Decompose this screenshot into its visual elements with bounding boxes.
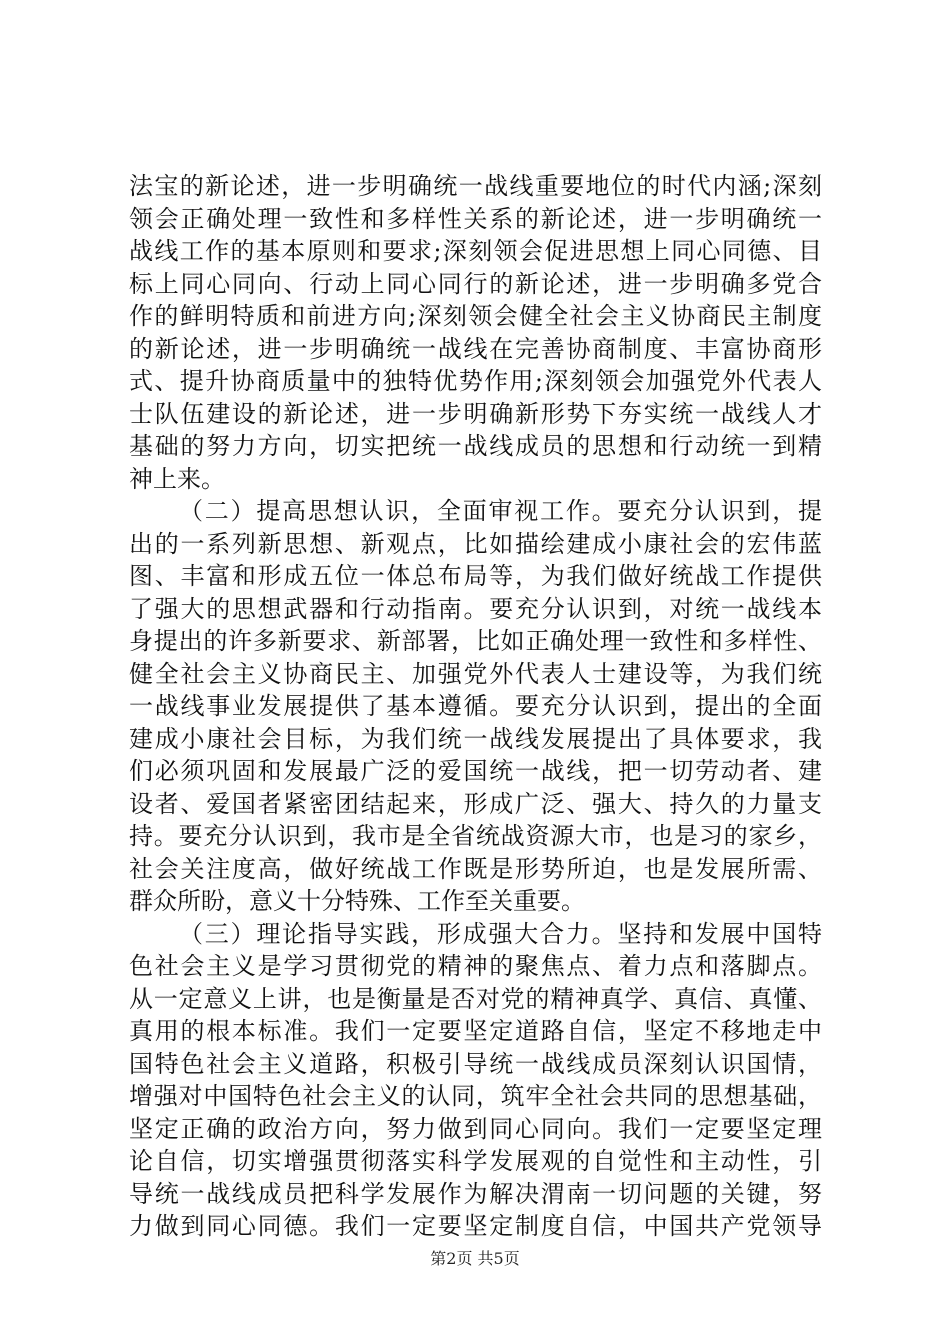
text-line: 领会正确处理一致性和多样性关系的新论述，进一步明确统一 (129, 204, 822, 233)
text-line: 真用的根本标准。我们一定要坚定道路自信，坚定不移地走中 (129, 1017, 822, 1045)
text-line: 法宝的新论述，进一步明确统一战线重要地位的时代内涵;深刻 (129, 172, 822, 200)
page-footer: 第2页 共5页 (430, 1249, 520, 1268)
text-line: 士队伍建设的新论述，进一步明确新形势下夯实统一战线人才 (129, 399, 822, 428)
text-line: 增强对中国特色社会主义的认同，筑牢全社会共同的思想基础， (129, 1082, 822, 1110)
text-line: 导统一战线成员把科学发展作为解决渭南一切问题的关键，努 (129, 1179, 822, 1208)
text-line: 们必须巩固和发展最广泛的爱国统一战线，把一切劳动者、建 (129, 757, 822, 785)
text-line: 作的鲜明特质和前进方向;深刻领会健全社会主义协商民主制度 (129, 302, 822, 330)
text-line: 神上来。 (129, 464, 225, 493)
text-line: 战线工作的基本原则和要求;深刻领会促进思想上同心同德、目 (129, 237, 822, 265)
text-line: 基础的努力方向，切实把统一战线成员的思想和行动统一到精 (129, 432, 822, 460)
text-line: 持。要充分认识到，我市是全省统战资源大市，也是习的家乡， (129, 822, 822, 850)
text-line: 设者、爱国者紧密团结起来，形成广泛、强大、持久的力量支 (129, 789, 822, 818)
text-line: 出的一系列新思想、新观点，比如描绘建成小康社会的宏伟蓝 (129, 529, 822, 558)
text-line: 身提出的许多新要求、新部署，比如正确处理一致性和多样性、 (129, 627, 822, 655)
text-line: （二）提高思想认识，全面审视工作。要充分认识到，提 (179, 497, 822, 525)
text-line: 色社会主义是学习贯彻党的精神的聚焦点、着力点和落脚点。 (129, 952, 822, 980)
text-line: 群众所盼，意义十分特殊、工作至关重要。 (129, 887, 585, 915)
text-line: 了强大的思想武器和行动指南。要充分认识到，对统一战线本 (129, 594, 822, 623)
document-body (129, 170, 829, 1243)
text-line: 标上同心同向、行动上同心同行的新论述，进一步明确多党合 (129, 269, 822, 298)
text-line: 的新论述，进一步明确统一战线在完善协商制度、丰富协商形 (129, 334, 822, 363)
text-line: 力做到同心同德。我们一定要坚定制度自信，中国共产党领导 (129, 1212, 822, 1240)
text-line: 国特色社会主义道路，积极引导统一战线成员深刻认识国情， (129, 1049, 822, 1078)
text-line: 健全社会主义协商民主、加强党外代表人士建设等，为我们统 (129, 659, 822, 688)
text-line: 式、提升协商质量中的独特优势作用;深刻领会加强党外代表人 (129, 367, 822, 395)
text-line: 建成小康社会目标，为我们统一战线发展提出了具体要求，我 (129, 724, 822, 753)
text-line: 社会关注度高，做好统战工作既是形势所迫，也是发展所需、 (129, 854, 822, 883)
text-line: （三）理论指导实践，形成强大合力。坚持和发展中国特 (179, 919, 822, 948)
text-line: 图、丰富和形成五位一体总布局等，为我们做好统战工作提供 (129, 562, 822, 590)
text-line: 从一定意义上讲，也是衡量是否对党的精神真学、真信、真懂、 (129, 984, 822, 1013)
text-line: 一战线事业发展提供了基本遵循。要充分认识到，提出的全面 (129, 692, 822, 720)
text-line: 坚定正确的政治方向，努力做到同心同向。我们一定要坚定理 (129, 1114, 822, 1143)
text-line: 论自信，切实增强贯彻落实科学发展观的自觉性和主动性，引 (129, 1147, 822, 1175)
